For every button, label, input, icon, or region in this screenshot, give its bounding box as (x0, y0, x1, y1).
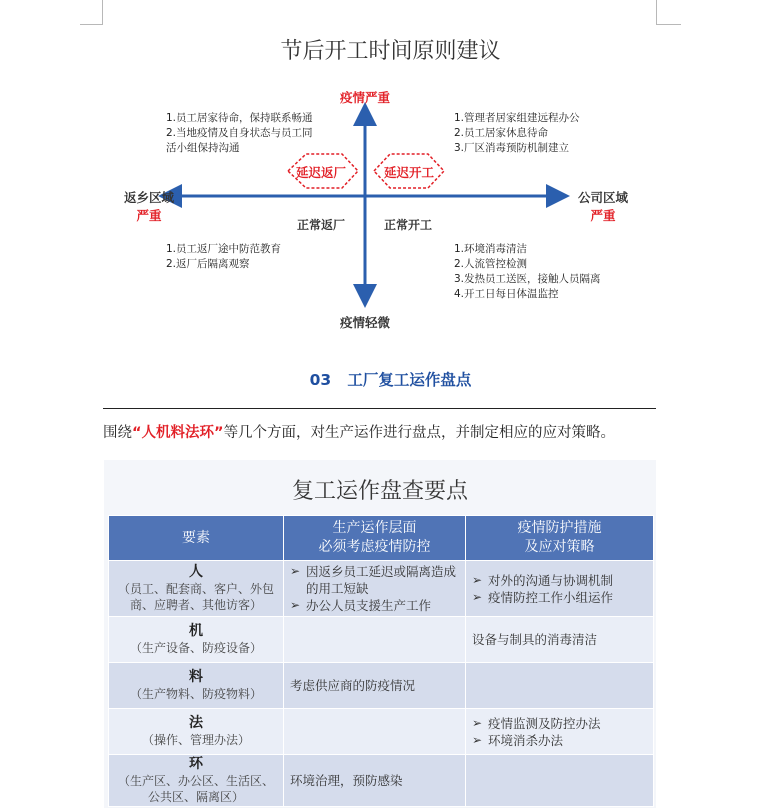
production-cell: 考虑供应商的防疫情况 (284, 663, 466, 709)
measures-cell (466, 755, 654, 807)
table-row (109, 755, 654, 807)
axis-top-label: 疫情严重 (339, 90, 390, 105)
axis-left-label: 返乡区域 严重 (123, 190, 174, 223)
element-cell: 人 （员工、配套商、客户、外包商、应聘者、其他访客） (109, 561, 284, 617)
tag-left-text: 延迟返厂 (296, 165, 347, 180)
divider (103, 408, 656, 409)
element-cell: 料 （生产物料、防疫物料） (109, 663, 284, 709)
production-cell (284, 617, 466, 663)
element-cell: 法 （操作、管理办法） (109, 709, 284, 755)
header-cell: 要素 (109, 516, 284, 561)
arrow-bullet-icon: ➢ (472, 715, 483, 730)
section-heading: 03 工厂复工运作盘点 (309, 371, 472, 389)
notes-bottom-left: 1.员工返厂途中防范教育 2.返厂后隔离观察 (166, 243, 282, 270)
page-corner-mark (80, 0, 103, 25)
intro-paragraph: 围绕“人机料法环”等几个方面，对生产运作进行盘点，并制定相应的应对策略。 (103, 425, 616, 441)
center-left-text: 正常返厂 (297, 218, 346, 232)
production-cell (284, 709, 466, 755)
arrow-bullet-icon: ➢ (290, 598, 301, 612)
notes-top-left: 1.员工居家待命，保持联系畅通 2.当地疫情及自身状态与员工同 活小组保持沟通 (166, 112, 313, 154)
table-row (109, 617, 654, 663)
notes-bottom-right: 1.环境消毒清洁 2.人流管控检测 3.发热员工送医，接触人员隔离 4.开工日每日体温监控 (454, 243, 601, 300)
element-cell: 环 （生产区、办公区、生活区、公共区、隔离区） (109, 755, 284, 807)
table-row (109, 709, 654, 755)
checklist-table (108, 515, 654, 807)
element-cell: 机 （生产设备、防疫设备） (109, 617, 284, 663)
header-cell: 疫情防护措施 及应对策略 (466, 516, 654, 561)
arrow-bullet-icon: ➢ (290, 564, 301, 578)
axis-bottom-label: 疫情轻微 (339, 315, 390, 330)
table-row (109, 663, 654, 709)
table-row (109, 561, 654, 617)
production-cell: 环境治理，预防感染 (284, 755, 466, 807)
arrow-bullet-icon: ➢ (472, 572, 483, 587)
production-cell: ➢ 因返乡员工延迟或隔离造成的用工短缺 ➢ 办公人员支援生产工作 (284, 561, 466, 617)
page-corner-mark (656, 0, 681, 25)
arrow-bullet-icon: ➢ (472, 589, 483, 604)
table-title: 复工运作盘查要点 (291, 479, 468, 504)
arrow-bullet-icon: ➢ (472, 732, 483, 747)
quadrant-title: 节后开工时间原则建议 (280, 39, 501, 64)
axis-right-label: 公司区域 严重 (577, 190, 628, 223)
tag-right-text: 延迟开工 (384, 165, 435, 180)
measures-cell: 设备与制具的消毒清洁 (466, 617, 654, 663)
center-right-text: 正常开工 (384, 218, 433, 232)
measures-cell: ➢ 对外的沟通与协调机制 ➢ 疫情防控工作小组运作 (466, 561, 654, 617)
notes-top-right: 1.管理者居家组建远程办公 2.员工居家休息待命 3.厂区消毒预防机制建立 (454, 112, 580, 154)
checklist-panel (104, 460, 656, 808)
measures-cell: ➢ 疫情监测及防控办法 ➢ 环境消杀办法 (466, 709, 654, 755)
header-cell: 生产运作层面 必须考虑疫情防控 (284, 516, 466, 561)
measures-cell (466, 663, 654, 709)
